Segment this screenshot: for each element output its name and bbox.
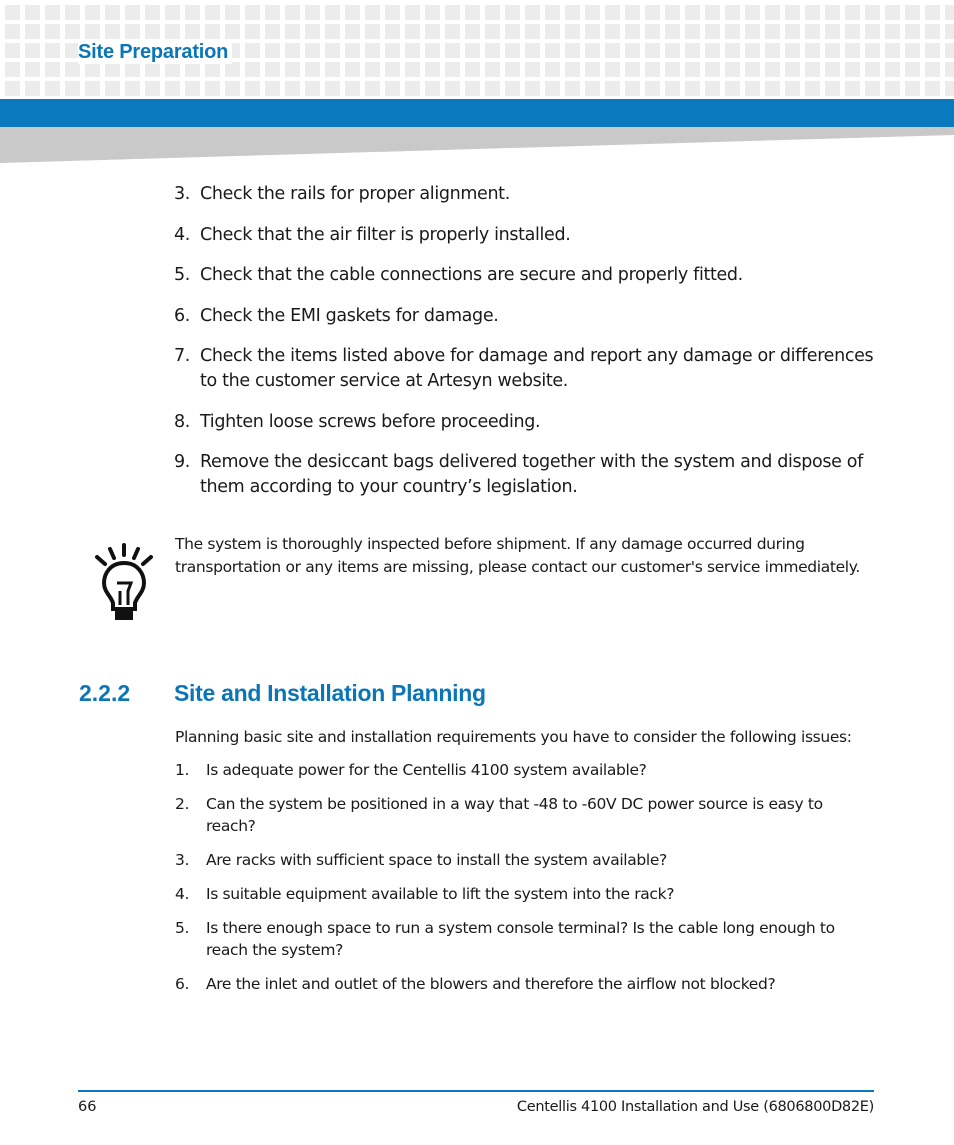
section-heading: Site and Installation Planning — [174, 680, 486, 706]
list-item — [175, 759, 875, 781]
header-blue-bar — [0, 99, 954, 127]
list-item-text: Remove the desiccant bags delivered together with the system and dispose of them according to your country’s legislation. — [200, 452, 863, 497]
list-item-text: Is suitable equipment available to lift the system into the rack? — [206, 885, 675, 903]
issues-list — [175, 759, 875, 1007]
list-item-text: Check the items listed above for damage and report any damage or differences to the customer service at Artesyn website. — [200, 346, 874, 391]
list-item-text: Check that the cable connections are secure and properly fitted. — [200, 265, 743, 285]
list-item — [175, 793, 875, 837]
list-item-text: Is there enough space to run a system console terminal? Is the cable long enough to reach the system? — [206, 919, 835, 959]
list-item-text: Are racks with sufficient space to install the system available? — [206, 851, 667, 869]
list-item — [174, 410, 884, 435]
note-text: The system is thoroughly inspected before shipment. If any damage occurred during transportation or any items are missing, please contact our customer's service immediately. — [175, 535, 860, 576]
list-item — [174, 182, 884, 207]
list-item-number: 3. — [174, 184, 190, 204]
list-item-number: 7. — [174, 346, 190, 366]
list-item — [174, 263, 884, 288]
list-item — [175, 917, 875, 961]
list-item-number: 4. — [174, 224, 190, 245]
list-item — [174, 304, 884, 329]
list-item-number: 5. — [175, 919, 190, 937]
steps-list — [174, 182, 884, 516]
list-item-text: Can the system be positioned in a way that -48 to -60V DC power source is easy to reach? — [206, 795, 823, 835]
list-item — [175, 849, 875, 871]
running-header-title: Site Preparation — [78, 41, 232, 64]
list-item-text: Tighten loose screws before proceeding. — [200, 411, 541, 432]
list-item — [174, 450, 884, 500]
list-item-number: 8. — [174, 411, 190, 432]
list-item-text: Check the rails for proper alignment. — [200, 184, 510, 204]
list-item-number: 6. — [174, 305, 190, 326]
list-item-number: 1. — [175, 761, 190, 779]
document-title: Centellis 4100 Installation and Use (6806800D82E) — [516, 1099, 874, 1115]
list-item-text: Are the inlet and outlet of the blowers and therefore the airflow not blocked? — [206, 975, 776, 993]
list-item — [174, 344, 884, 394]
list-item — [175, 973, 875, 995]
section-intro: Planning basic site and installation requirements you have to consider the following issues: — [175, 728, 852, 746]
list-item-text: Is adequate power for the Centellis 4100 system available? — [206, 761, 647, 779]
list-item-number: 3. — [175, 851, 190, 869]
list-item-number: 6. — [175, 975, 190, 993]
list-item-text: Check the EMI gaskets for damage. — [200, 305, 499, 326]
lightbulb-icon — [92, 543, 156, 623]
list-item-number: 2. — [175, 795, 190, 813]
page-number: 66 — [78, 1099, 97, 1115]
list-item-number: 9. — [174, 452, 190, 472]
footer-rule — [78, 1090, 874, 1092]
section-number: 2.2.2 — [79, 680, 131, 706]
header-gray-wedge — [0, 127, 954, 163]
list-item — [175, 883, 875, 905]
list-item-number: 5. — [174, 265, 190, 285]
list-item-number: 4. — [175, 885, 190, 903]
list-item — [174, 223, 884, 248]
list-item-text: Check that the air filter is properly installed. — [200, 224, 571, 245]
